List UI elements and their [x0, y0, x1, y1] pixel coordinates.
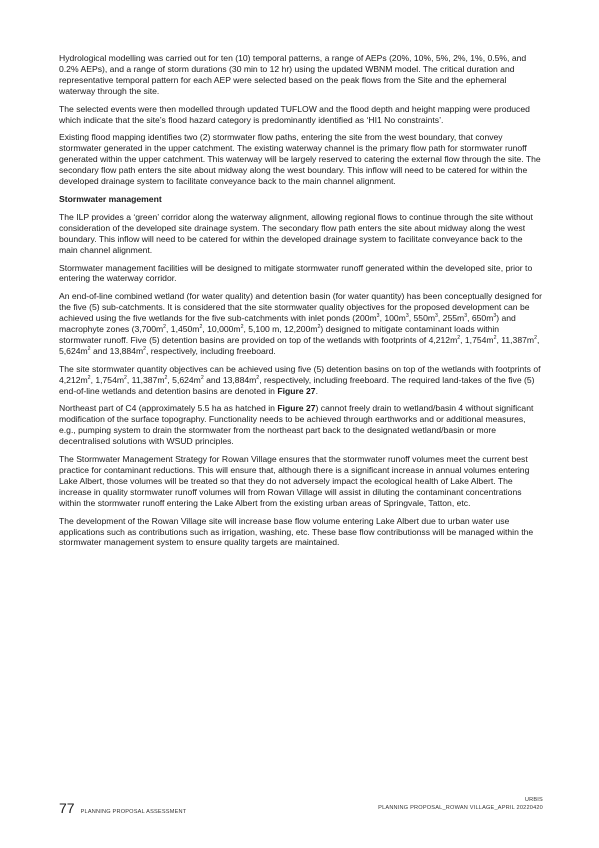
text-run: , 5,624m — [167, 374, 201, 385]
superscript: 2 — [87, 374, 91, 381]
figure-reference: Figure 27 — [277, 403, 316, 414]
superscript: 2 — [534, 335, 537, 342]
footer-brand: URBIS — [524, 797, 543, 803]
superscript: 3 — [405, 313, 409, 320]
paragraph-hydrological-modelling: Hydrological modelling was carried out for ten (10) temporal patterns, a range of AEPs (20%, 10%, 5%, 2%, 1%, 0.5%, and 0.2% AEPs), and a range of storm durations (30 min to 12 hr) using the updated WBNM model. The critical duration and representative temporal pattern for each AEP were selected based on the peak flows from the Site and the ephemeral waterway through the site. — [59, 53, 527, 96]
superscript: 2 — [143, 345, 147, 352]
superscript: 3 — [493, 313, 497, 320]
text-run: , respectively, including freeboard. The required land-takes of the five (5) end-of-line wetlands and detention basins are denoted in — [59, 374, 535, 396]
superscript: 3 — [435, 313, 438, 320]
superscript: 2 — [87, 345, 91, 352]
paragraph-existing-flood-mapping: Existing flood mapping identifies two (2) stormwater flow paths, entering the site from the west boundary, that convey stormwater generated in the upper catchment. The existing waterway channel is the primary flow path for stormwater runoff generated within the upper catchment. This waterway will be largely reserved to catering the external flow through the site. The secondary flow path enters the site about midway along the west boundary. This inflow will need to be catered for within the developed drainage system to facilitate conveyance back to the main channel alignment. — [59, 132, 541, 187]
superscript: 2 — [493, 335, 497, 342]
paragraph-strategy: The Stormwater Management Strategy for Rowan Village ensures that the stormwater runoff volumes meet the current best practice for contaminant reductions. This will ensure that, although there is a significant increase in annual volumes entering Lake Albert, those volumes will be treated so that they do not adversely impact the ecological health of Lake Albert. The increase in quality stormwater runoff volumes will from Rowan Village will assist in diluting the contaminant concentrations within the stormwater runoff entering the Lake Albert from the existing urban areas of Springvale, Tatton, etc. — [59, 454, 530, 508]
text-run: ) designed to mitigate contaminant loads within stormwater runoff. Five (5) detention basins are provided on top of the wetlands with footprints of 4,212m — [59, 324, 500, 345]
superscript: 3 — [376, 313, 380, 320]
text-run: , 1,754m — [90, 374, 125, 385]
text-run: , 1,754m — [460, 334, 494, 345]
text-run: , respectively, including freeboard. — [146, 345, 276, 356]
superscript: 2 — [199, 324, 203, 331]
paragraph-facilities: Stormwater management facilities will be designed to mitigate stormwater runoff generated within the developed site, prior to entering the waterway corridor. — [59, 262, 533, 284]
superscript: 2 — [200, 374, 204, 381]
superscript: 2 — [317, 324, 321, 331]
paragraph-wetland-design — [59, 291, 543, 356]
paragraph-northeast-c4 — [59, 403, 543, 447]
paragraph-tuflow-results: The selected events were then modelled through updated TUFLOW and the flood depth and height mapping were produced which indicate that the site’s flood hazard category is predominantly identified as ‘HI1 No constraints’. — [59, 103, 530, 125]
text-run: , 650m — [467, 313, 494, 324]
text-run: , 255m — [437, 313, 465, 324]
superscript: 3 — [464, 313, 468, 320]
superscript: 2 — [164, 374, 168, 381]
superscript: 2 — [240, 324, 244, 331]
paragraph-base-flow: The development of the Rowan Village site will increase base flow volume entering Lake Albert due to urban water use applications such as contributions such as irrigation, washing, etc. These base flow contributionss will be managed within the stormwater management system to ensure quality targets are maintained. — [59, 515, 534, 548]
document-body — [59, 53, 543, 555]
text-run: and 13,884m — [90, 345, 144, 356]
text-run: , 11,387m — [496, 334, 535, 345]
footer-document-reference: PLANNING PROPOSAL_ROWAN VILLAGE_APRIL 20220420 — [378, 805, 543, 811]
text-run: ) cannot freely drain to wetland/basin 4 without significant modification of the surface topography. Functionality needs to be achieved through earthworks and or additional measures, e.g., pumping system to drain the stormwater from the northeast part back to the designated wetland/basin or more decentralised solutions with WSUD principles. — [59, 403, 534, 447]
paragraph-green-corridor: The ILP provides a ‘green’ corridor along the waterway alignment, allowing regional flows to continue through the site without consideration of the developed site drainage system. The secondary flow path enters the site about midway along the west boundary. This inflow will need to be catered for within the developed drainage system to facilitate conveyance back to the main channel alignment. — [59, 211, 533, 255]
paragraph-quantity-objectives — [59, 364, 543, 397]
section-heading: Stormwater management — [59, 193, 162, 204]
superscript: 2 — [457, 335, 461, 342]
text-run: , 11,387m — [126, 374, 165, 385]
text-run: , 1,450m — [166, 324, 200, 335]
text-run: Northeast part of C4 (approximately 5.5 ha as hatched in — [59, 403, 278, 414]
text-run: , 100m — [379, 313, 406, 324]
text-run: , 5,100 m, 12,200m — [243, 324, 318, 335]
page-number: 77 — [59, 800, 75, 816]
text-run: ) and macrophyte zones (3,700m — [59, 313, 516, 335]
footer-left — [59, 800, 186, 816]
text-run: The site stormwater quantity objectives can be achieved using five (5) detention basins on top of the wetlands with footprints of 4,212m — [59, 363, 541, 385]
text-run: , 5,624m — [59, 334, 540, 356]
superscript: 2 — [163, 324, 167, 331]
footer-right — [378, 796, 543, 812]
text-run: , 550m — [408, 313, 436, 324]
text-run: . — [315, 385, 318, 396]
text-run: An end-of-line combined wetland (for water quality) and detention basin (for water quantity) has been conceptually designed for the five (5) sub-catchments. It is considered that the site stormwater quality objectives for the proposed development can be achieved using the five wetlands for the five sub-catchments with inlet ponds (200m — [59, 291, 542, 324]
footer-section-label: PLANNING PROPOSAL ASSESSMENT — [80, 809, 187, 815]
superscript: 2 — [256, 374, 260, 381]
text-run: and 13,884m — [203, 374, 257, 385]
superscript: 2 — [124, 374, 127, 381]
text-run: , 10,000m — [202, 324, 241, 335]
figure-reference: Figure 27 — [277, 385, 316, 396]
